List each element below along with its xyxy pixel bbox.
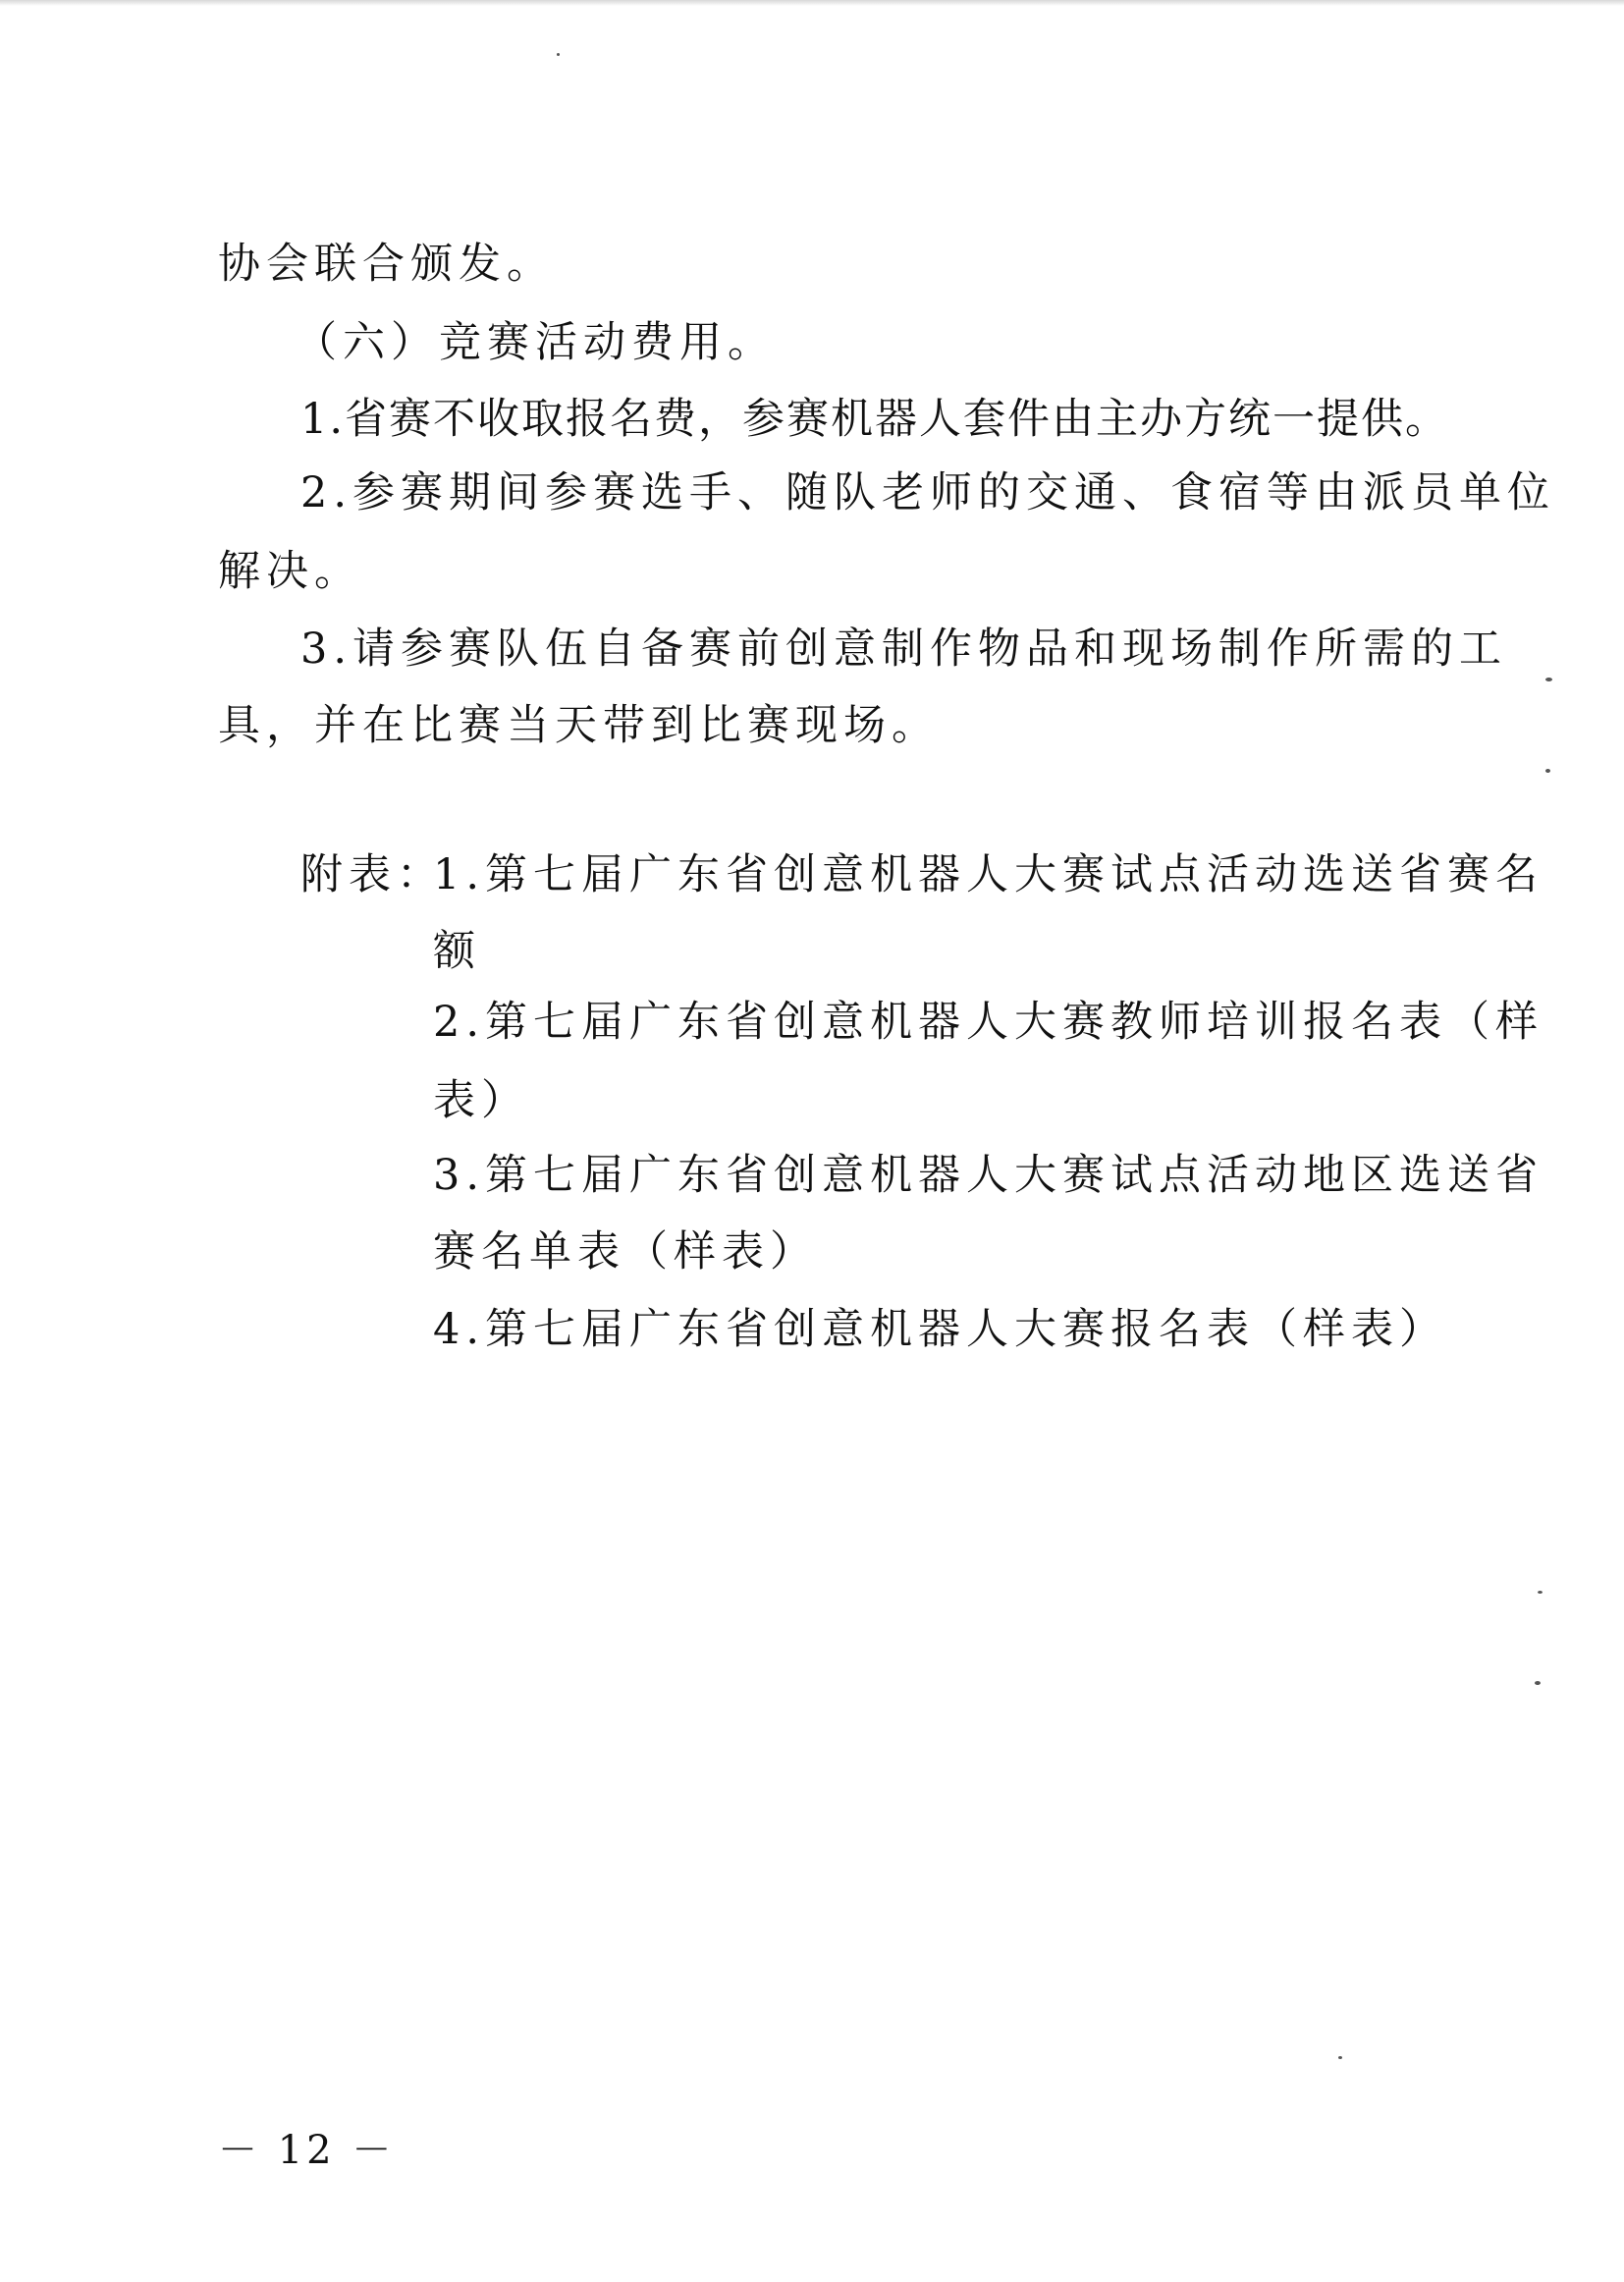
scan-speck [1538,1591,1543,1594]
list-item-2: 2.参赛期间参赛选手、随队老师的交通、食宿等由派员单位 [300,468,1556,517]
scan-speck [557,53,560,56]
list-item-3: 3.请参赛队伍自备赛前创意制作物品和现场制作所需的工 [300,625,1508,674]
section-heading: （六）竞赛活动费用。 [295,318,776,367]
paragraph-line: 协会联合颁发。 [218,240,555,289]
scan-edge [0,0,1624,6]
attachment-2: 2.第七届广东省创意机器人大赛教师培训报名表（样 [433,998,1544,1047]
list-item-2-cont: 解决。 [218,547,362,596]
attachment-1: 1.第七届广东省创意机器人大赛试点活动选送省赛名 [433,850,1544,899]
list-item-1: 1.省赛不收取报名费，参赛机器人套件由主办方统一提供。 [300,395,1450,444]
page-number: － 12 － [218,2128,396,2173]
scan-speck [1535,1681,1541,1685]
attachment-2-cont: 表） [433,1076,529,1125]
scan-speck [1545,678,1552,681]
attachment-3-cont: 赛名单表（样表） [433,1227,818,1277]
attachments-label: 附表： [300,850,445,899]
scan-speck [1338,2056,1342,2059]
scan-speck [1545,769,1550,773]
list-item-3-cont: 具，并在比赛当天带到比赛现场。 [218,701,940,750]
attachment-1-cont: 额 [433,927,481,976]
attachment-4: 4.第七届广东省创意机器人大赛报名表（样表） [433,1305,1448,1354]
attachment-3: 3.第七届广东省创意机器人大赛试点活动地区选送省 [433,1151,1544,1200]
